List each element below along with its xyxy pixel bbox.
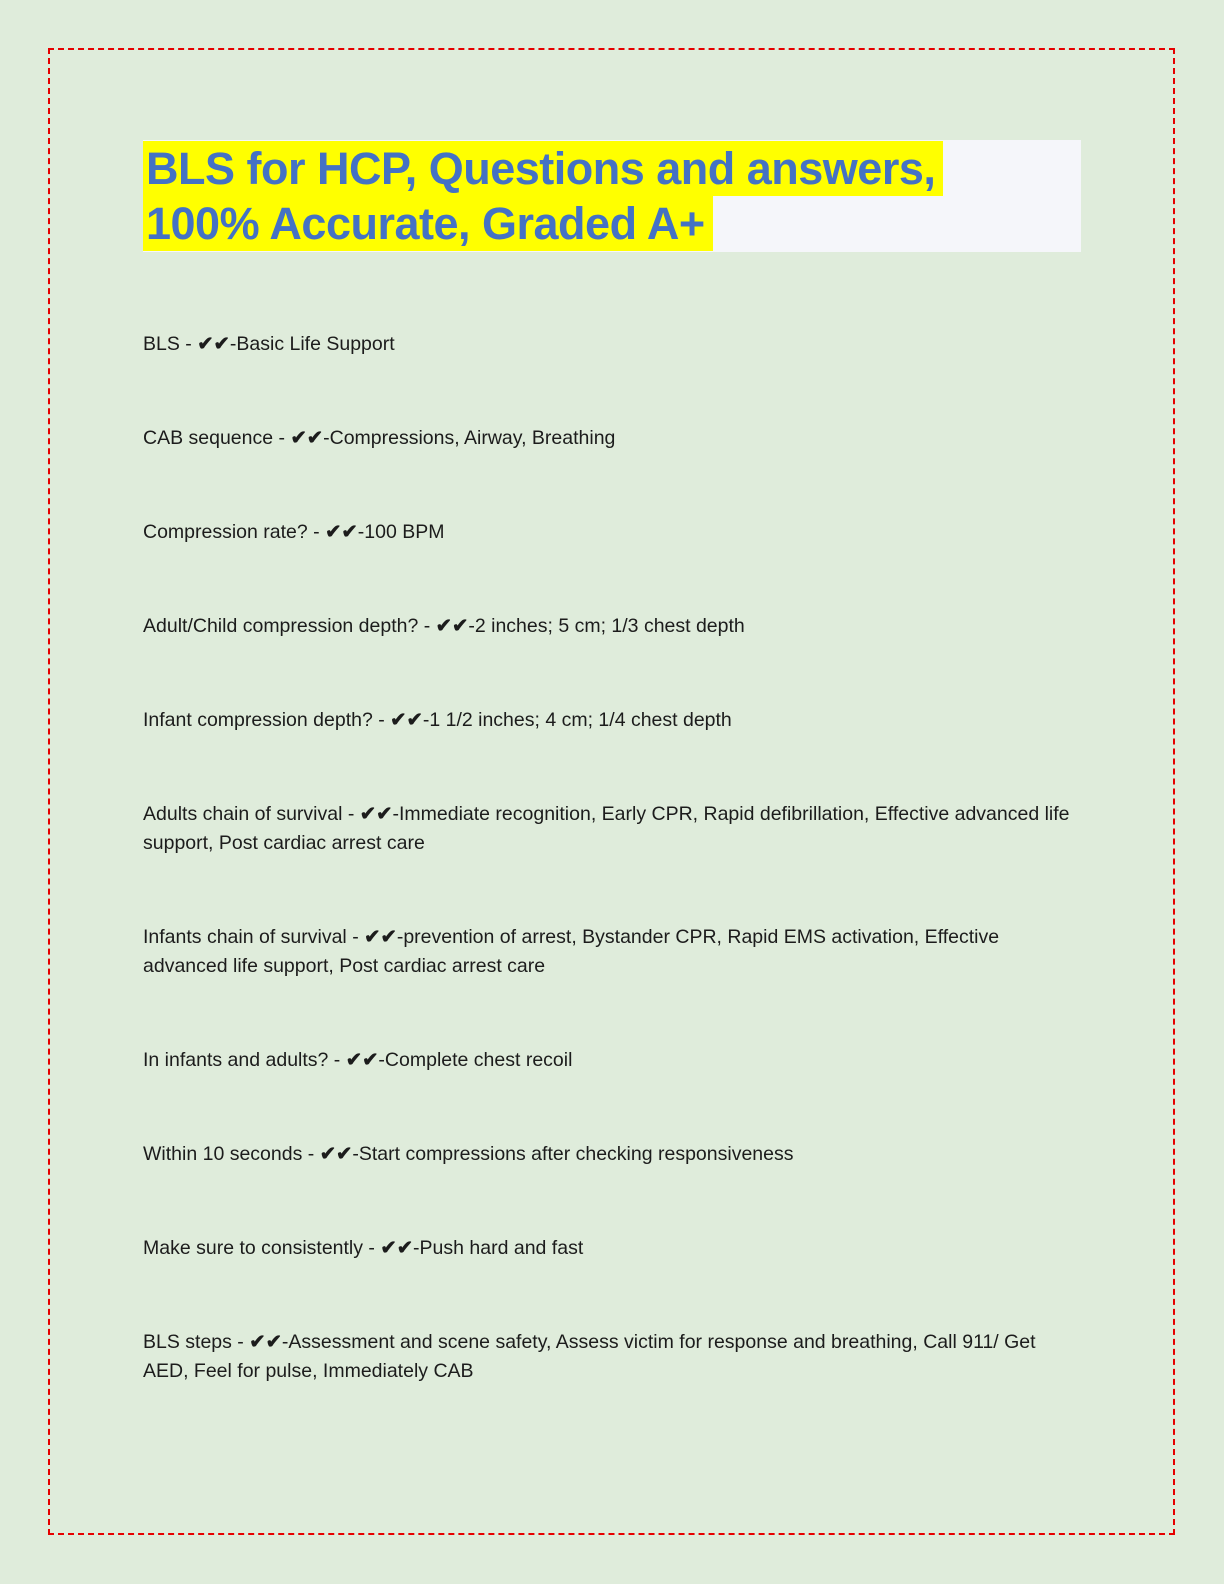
qa-separator: - bbox=[363, 1237, 381, 1259]
qa-question: Compression rate? bbox=[143, 521, 308, 543]
double-checkmark-icon: ✔✔ bbox=[325, 521, 358, 543]
title-line-1: BLS for HCP, Questions and answers, bbox=[143, 141, 943, 196]
qa-separator: - bbox=[273, 427, 291, 449]
double-checkmark-icon: ✔✔ bbox=[359, 803, 393, 825]
qa-question: Adults chain of survival bbox=[143, 803, 343, 825]
qa-question: CAB sequence bbox=[143, 427, 274, 449]
qa-question: BLS bbox=[143, 333, 180, 355]
qa-line bbox=[143, 612, 1083, 641]
qa-separator: - bbox=[396, 926, 404, 948]
qa-separator: - bbox=[357, 521, 365, 543]
double-checkmark-icon: ✔✔ bbox=[197, 333, 230, 355]
double-checkmark-icon: ✔✔ bbox=[319, 1143, 353, 1165]
qa-answer: Basic Life Support bbox=[236, 333, 395, 355]
qa-line bbox=[143, 1328, 1083, 1386]
qa-separator: - bbox=[302, 1143, 320, 1165]
qa-separator: - bbox=[328, 1049, 346, 1071]
qa-question: Make sure to consistently bbox=[143, 1237, 364, 1259]
page-title bbox=[143, 141, 1081, 251]
double-checkmark-icon: ✔✔ bbox=[380, 1237, 414, 1259]
qa-line bbox=[143, 1140, 1083, 1169]
qa-answer: prevention of arrest, Bystander CPR, Rapid EMS activation, Effective advanced life support, Post cardiac arrest care bbox=[143, 926, 1000, 977]
double-checkmark-icon: ✔✔ bbox=[249, 1331, 282, 1353]
double-checkmark-icon: ✔✔ bbox=[435, 615, 469, 637]
double-checkmark-icon: ✔✔ bbox=[345, 1049, 379, 1071]
qa-separator: - bbox=[179, 333, 198, 355]
qa-separator: - bbox=[346, 926, 365, 948]
qa-answer: 1 1/2 inches; 4 cm; 1/4 chest depth bbox=[429, 709, 732, 731]
qa-line bbox=[143, 1234, 1083, 1263]
qa-separator: - bbox=[323, 427, 330, 449]
qa-separator: - bbox=[418, 615, 436, 637]
qa-answer: Assessment and scene safety, Assess victim for response and breathing, Call 911/ Get AED, Feel for pulse, Immediately CAB bbox=[143, 1331, 1036, 1382]
qa-answer: 2 inches; 5 cm; 1/3 chest depth bbox=[474, 615, 745, 637]
qa-answer: Complete chest recoil bbox=[384, 1049, 573, 1071]
title-box bbox=[143, 140, 1081, 252]
qa-separator: - bbox=[392, 803, 399, 825]
qa-separator: - bbox=[468, 615, 475, 637]
qa-line bbox=[143, 330, 1083, 359]
qa-answer: 100 BPM bbox=[364, 521, 445, 543]
double-checkmark-icon: ✔✔ bbox=[364, 926, 397, 948]
qa-line bbox=[143, 923, 1083, 981]
double-checkmark-icon: ✔✔ bbox=[390, 709, 423, 731]
qa-separator: - bbox=[352, 1143, 359, 1165]
qa-separator: - bbox=[413, 1237, 420, 1259]
qa-answer: Compressions, Airway, Breathing bbox=[329, 427, 616, 449]
qa-question: Within 10 seconds bbox=[143, 1143, 303, 1165]
qa-separator: - bbox=[229, 333, 237, 355]
qa-question: BLS steps bbox=[143, 1331, 232, 1353]
qa-line bbox=[143, 424, 1083, 453]
title-line-2: 100% Accurate, Graded A+ bbox=[143, 196, 713, 251]
qa-answer: Push hard and fast bbox=[419, 1237, 584, 1259]
qa-answer: Start compressions after checking responsiveness bbox=[358, 1143, 794, 1165]
qa-line bbox=[143, 1046, 1083, 1075]
qa-line bbox=[143, 706, 1083, 735]
qa-separator: - bbox=[422, 709, 430, 731]
qa-question: In infants and adults? bbox=[143, 1049, 329, 1071]
qa-separator: - bbox=[378, 1049, 385, 1071]
qa-separator: - bbox=[342, 803, 360, 825]
double-checkmark-icon: ✔✔ bbox=[290, 427, 324, 449]
qa-line bbox=[143, 800, 1083, 858]
qa-separator: - bbox=[372, 709, 391, 731]
qa-separator: - bbox=[281, 1331, 289, 1353]
qa-question: Infant compression depth? bbox=[143, 709, 373, 731]
qa-question: Infants chain of survival bbox=[143, 926, 347, 948]
qa-question: Adult/Child compression depth? bbox=[143, 615, 419, 637]
qa-separator: - bbox=[231, 1331, 250, 1353]
qa-line bbox=[143, 518, 1083, 547]
qa-separator: - bbox=[307, 521, 326, 543]
qa-answer: Immediate recognition, Early CPR, Rapid defibrillation, Effective advanced life support, Post cardiac arrest care bbox=[143, 803, 1070, 854]
document-content bbox=[143, 140, 1083, 1386]
